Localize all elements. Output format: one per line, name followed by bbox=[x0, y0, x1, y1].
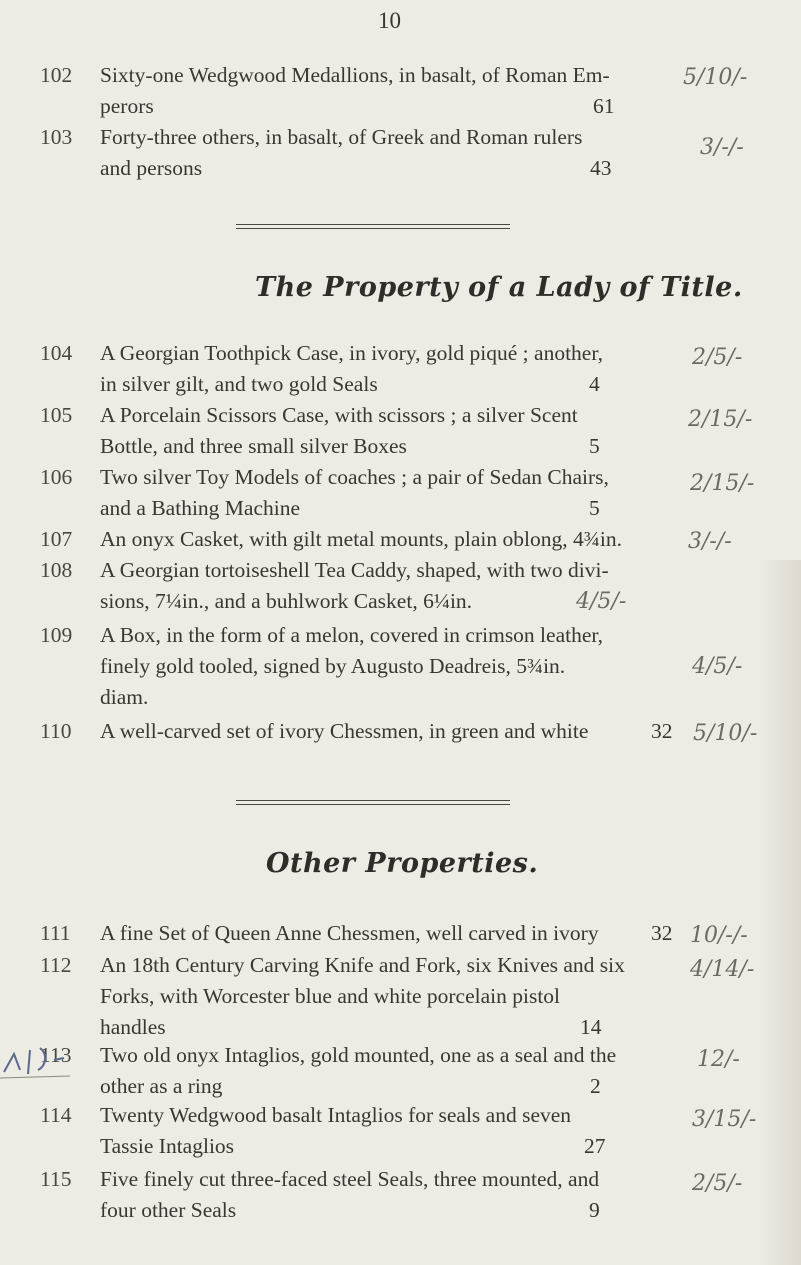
lot-price-annotation: 2/5/- bbox=[692, 1171, 743, 1196]
lot-price-annotation: 2/15/- bbox=[690, 471, 755, 496]
lot-description: other as a ring bbox=[100, 1074, 223, 1098]
lot-price-annotation: 3/-/- bbox=[688, 529, 732, 554]
lot-quantity: 32 bbox=[651, 719, 673, 743]
lot-description: Two old onyx Intaglios, gold mounted, one as a seal and the bbox=[100, 1043, 617, 1067]
lot-description: four other Seals bbox=[100, 1198, 237, 1222]
lot-quantity: 27 bbox=[584, 1134, 606, 1158]
lot-price-annotation: 4/5/- bbox=[576, 589, 627, 614]
lot-description: handles bbox=[100, 1015, 166, 1039]
lot-description: A Georgian tortoiseshell Tea Caddy, shaped, with two divi- bbox=[100, 558, 609, 582]
lot-number: 102 bbox=[40, 63, 73, 87]
page-edge-stain bbox=[760, 560, 801, 1265]
lot-number: 111 bbox=[40, 921, 71, 945]
lot-number: 110 bbox=[40, 719, 72, 743]
lot-description: sions, 7¼in., and a buhlwork Casket, 6¼in. bbox=[100, 589, 473, 613]
lot-number: 112 bbox=[40, 953, 72, 977]
lot-description: A Porcelain Scissors Case, with scissors ; a silver Scent bbox=[100, 403, 578, 427]
lot-number: 115 bbox=[40, 1167, 72, 1191]
lot-number: 113 bbox=[40, 1043, 72, 1067]
lot-price-annotation: 3/-/- bbox=[700, 135, 744, 160]
lot-price-annotation: 5/10/- bbox=[683, 65, 748, 90]
lot-number: 105 bbox=[40, 403, 73, 427]
lot-quantity: 43 bbox=[590, 156, 612, 180]
margin-ink-mark bbox=[0, 1040, 70, 1080]
lot-price-annotation: 4/14/- bbox=[690, 957, 755, 982]
lot-number: 108 bbox=[40, 558, 73, 582]
lot-price-annotation: 3/15/- bbox=[692, 1107, 757, 1132]
lot-price-annotation: 5/10/- bbox=[693, 721, 758, 746]
lot-description: An 18th Century Carving Knife and Fork, six Knives and six bbox=[100, 953, 625, 977]
lot-number: 114 bbox=[40, 1103, 72, 1127]
lot-description: Twenty Wedgwood basalt Intaglios for seals and seven bbox=[100, 1103, 572, 1127]
lot-number: 104 bbox=[40, 341, 73, 365]
lot-price-annotation: 10/-/- bbox=[690, 923, 748, 948]
section-heading-other: Other Properties. bbox=[266, 848, 539, 879]
lot-price-annotation: 2/5/- bbox=[692, 345, 743, 370]
lot-quantity: 4 bbox=[589, 372, 600, 396]
lot-description: Tassie Intaglios bbox=[100, 1134, 235, 1158]
lot-description: Sixty-one Wedgwood Medallions, in basalt, of Roman Em- bbox=[100, 63, 610, 87]
lot-price-annotation: 2/15/- bbox=[688, 407, 753, 432]
lot-description: A Georgian Toothpick Case, in ivory, gold piqué ; another, bbox=[100, 341, 604, 365]
lot-number: 107 bbox=[40, 527, 73, 551]
lot-description: Forks, with Worcester blue and white porcelain pistol bbox=[100, 984, 561, 1008]
lot-description: Five finely cut three-faced steel Seals, three mounted, and bbox=[100, 1167, 600, 1191]
lot-price-annotation: 4/5/- bbox=[692, 654, 743, 679]
lot-description: diam. bbox=[100, 685, 149, 709]
lot-description: finely gold tooled, signed by Augusto Deadreis, 5¾in. bbox=[100, 654, 566, 678]
lot-number: 103 bbox=[40, 125, 73, 149]
lot-description: perors bbox=[100, 94, 154, 118]
lot-quantity: 5 bbox=[589, 496, 600, 520]
lot-number: 106 bbox=[40, 465, 73, 489]
section-heading-lady: The Property of a Lady of Title. bbox=[255, 272, 743, 303]
lot-quantity: 9 bbox=[589, 1198, 600, 1222]
lot-description: A well-carved set of ivory Chessmen, in green and white bbox=[100, 719, 589, 743]
lot-description: in silver gilt, and two gold Seals bbox=[100, 372, 378, 396]
lot-quantity: 14 bbox=[580, 1015, 602, 1039]
page-number: 10 bbox=[378, 8, 401, 33]
lot-description: An onyx Casket, with gilt metal mounts, plain oblong, 4¾in. bbox=[100, 527, 622, 551]
lot-quantity: 5 bbox=[589, 434, 600, 458]
lot-quantity: 61 bbox=[593, 94, 615, 118]
lot-description: A fine Set of Queen Anne Chessmen, well carved in ivory bbox=[100, 921, 599, 945]
lot-description: Forty-three others, in basalt, of Greek and Roman rulers bbox=[100, 125, 583, 149]
lot-description: Bottle, and three small silver Boxes bbox=[100, 434, 407, 458]
lot-quantity: 2 bbox=[590, 1074, 601, 1098]
section-divider bbox=[236, 224, 510, 229]
section-divider bbox=[236, 800, 510, 805]
lot-quantity: 32 bbox=[651, 921, 673, 945]
lot-description: A Box, in the form of a melon, covered in crimson leather, bbox=[100, 623, 604, 647]
lot-description: and persons bbox=[100, 156, 203, 180]
lot-description: Two silver Toy Models of coaches ; a pair of Sedan Chairs, bbox=[100, 465, 609, 489]
lot-price-annotation: 12/- bbox=[697, 1047, 740, 1072]
lot-number: 109 bbox=[40, 623, 73, 647]
lot-description: and a Bathing Machine bbox=[100, 496, 301, 520]
